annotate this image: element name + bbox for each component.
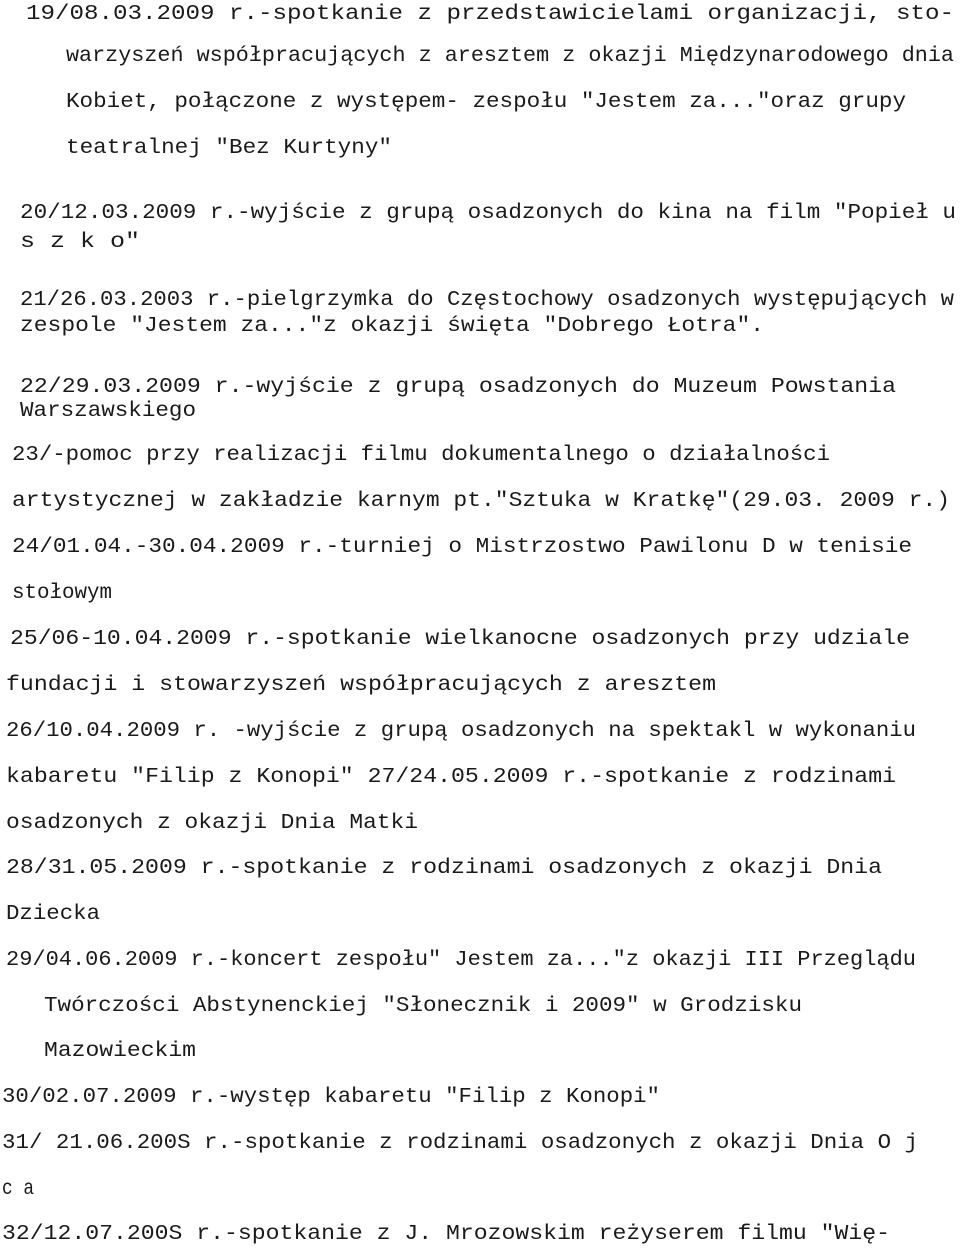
text-line: 21/26.03.2003 r.-pielgrzymka do Częstochowy osadzonych występujących w	[20, 289, 954, 312]
text-line: 26/10.04.2009 r. -wyjście z grupą osadzonych na spektakl w wykonaniu	[6, 720, 916, 743]
text-line: Dziecka	[6, 903, 100, 926]
text-line: 24/01.04.-30.04.2009 r.-turniej o Mistrzostwo Pawilonu D w tenisie	[12, 536, 912, 559]
text-line: 31/ 21.06.200S r.-spotkanie z rodzinami osadzonych z okazji Dnia O j	[2, 1132, 919, 1155]
text-line: Warszawskiego	[20, 400, 196, 423]
text-line: 22/29.03.2009 r.-wyjście z grupą osadzonych do Muzeum Powstania	[20, 376, 896, 399]
text-line: zespole "Jestem za..."z okazji święta "Dobrego Łotra".	[20, 315, 764, 338]
text-line: 28/31.05.2009 r.-spotkanie z rodzinami osadzonych z okazji Dnia	[6, 857, 882, 880]
text-line: c a	[2, 1178, 34, 1201]
text-line: Kobiet, połączone z występem- zespołu "Jestem za..."oraz grupy	[66, 91, 906, 114]
text-line: 25/06-10.04.2009 r.-spotkanie wielkanocne osadzonych przy udziale	[10, 628, 910, 651]
text-line: 30/02.07.2009 r.-występ kabaretu "Filip z Konopi"	[2, 1086, 660, 1109]
text-line: kabaretu "Filip z Konopi" 27/24.05.2009 r.-spotkanie z rodzinami	[6, 766, 896, 789]
text-line: 32/12.07.200S r.-spotkanie z J. Mrozowskim reżyserem filmu "Wię-	[2, 1223, 890, 1246]
text-line: teatralnej "Bez Kurtyny"	[66, 137, 392, 160]
text-line: fundacji i stowarzyszeń współpracujących z aresztem	[6, 674, 716, 697]
text-line: Twórczości Abstynenckiej "Słonecznik i 2009" w Grodzisku	[44, 995, 802, 1018]
text-line: Mazowieckim	[44, 1040, 196, 1063]
text-line: 20/12.03.2009 r.-wyjście z grupą osadzonych do kina na film "Popieł u	[20, 202, 956, 225]
text-line: s z k o"	[20, 231, 140, 254]
text-line: artystycznej w zakładzie karnym pt."Sztuka w Kratkę"(29.03. 2009 r.)	[12, 490, 950, 513]
text-line: osadzonych z okazji Dnia Matki	[6, 812, 418, 835]
text-line: stołowym	[12, 582, 112, 605]
text-line: 19/08.03.2009 r.-spotkanie z przedstawicielami organizacji, sto-	[26, 3, 954, 26]
text-line: 23/-pomoc przy realizacji filmu dokumentalnego o działalności	[12, 444, 830, 467]
text-line: 29/04.06.2009 r.-koncert zespołu" Jestem za..."z okazji III Przeglądu	[6, 949, 916, 972]
text-line: warzyszeń współpracujących z aresztem z okazji Międzynarodowego dnia	[66, 45, 954, 68]
